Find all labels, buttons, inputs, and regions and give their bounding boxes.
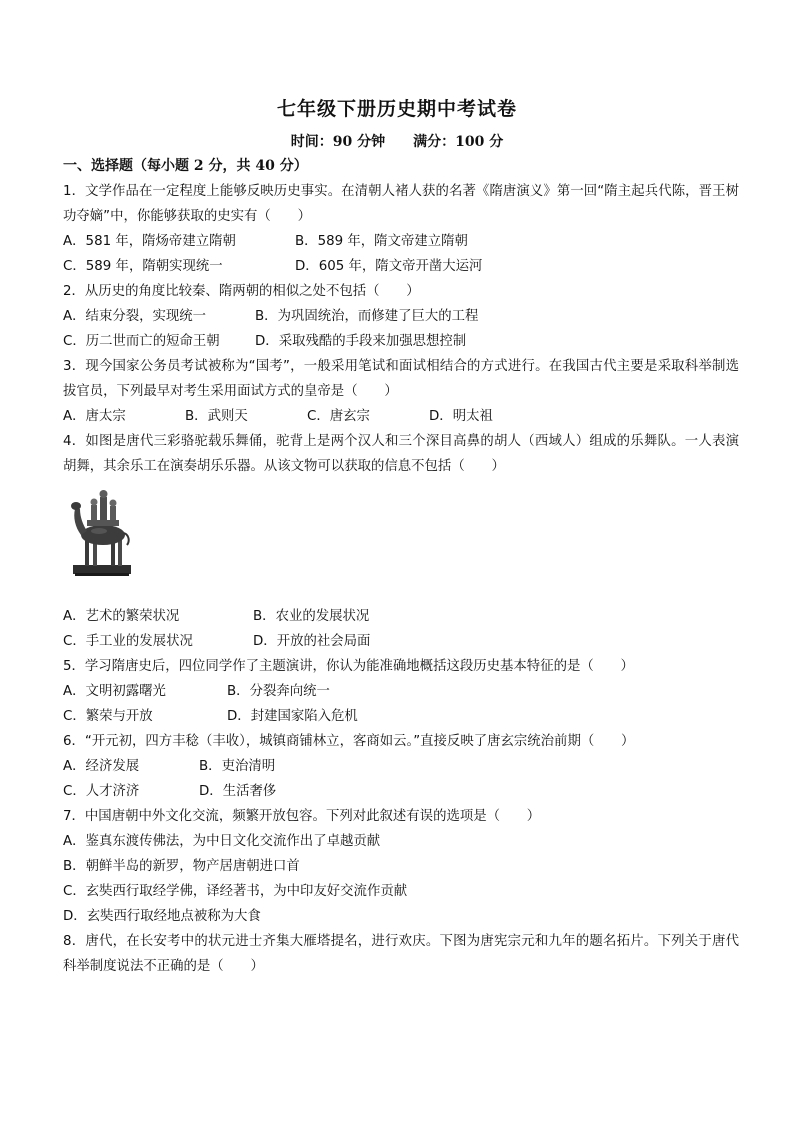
- question-5-option-b[interactable]: B．分裂奔向统一: [227, 684, 330, 699]
- question-1-option-b[interactable]: B．589 年，隋文帝建立隋朝: [295, 234, 468, 249]
- question-1-option-d[interactable]: D．605 年，隋文帝开凿大运河: [295, 259, 483, 274]
- question-2-option-b[interactable]: B．为巩固统治，而修建了巨大的工程: [255, 309, 479, 324]
- question-3-stem: 3．现今国家公务员考试被称为“国考”，一般采用笔试和面试相结合的方式进行。在我国古代主要是采取科举制选拔官员，下列最早对考生采用面试方式的皇帝是（ ）: [63, 359, 739, 399]
- question-6-option-d[interactable]: D．生活奢侈: [199, 784, 277, 799]
- question-4-option-d[interactable]: D．开放的社会局面: [253, 634, 371, 649]
- question-3-option-b[interactable]: B．武则天: [185, 409, 248, 424]
- question-2-option-a[interactable]: A．结束分裂，实现统一: [63, 309, 207, 324]
- question-7-option-a[interactable]: A．鉴真东渡传佛法，为中日文化交流作出了卓越贡献: [63, 834, 381, 849]
- exam-content: [63, 154, 739, 979]
- question-3-options: [63, 404, 739, 429]
- question-7-option-b[interactable]: B．朝鲜半岛的新罗，物产居唐朝进口首: [63, 859, 300, 874]
- exam-title: 七年级下册历史期中考试卷: [276, 98, 517, 120]
- question-5-option-d[interactable]: D．封建国家陷入危机: [227, 709, 358, 724]
- question-2-stem: 2．从历史的角度比较秦、隋两朝的相似之处不包括（ ）: [63, 284, 420, 299]
- question-6-options-row1: [63, 754, 739, 779]
- question-7-option-d[interactable]: D．玄奘西行取经地点被称为大食: [63, 909, 261, 924]
- question-3-option-a[interactable]: A．唐太宗: [63, 409, 126, 424]
- question-2-options-row2: [63, 329, 739, 354]
- question-4-option-b[interactable]: B．农业的发展状况: [253, 609, 370, 624]
- camel-figurine-image: [67, 487, 137, 579]
- question-6-options-row2: [63, 779, 739, 804]
- question-6-stem: 6．“开元初，四方丰稔（丰收），城镇商铺林立，客商如云。”直接反映了唐玄宗统治前期（ ）: [63, 734, 635, 749]
- question-4-stem: 4．如图是唐代三彩骆驼载乐舞俑，驼背上是两个汉人和三个深目高鼻的胡人（西域人）组成的乐舞队。一人表演胡舞，其余乐工在演奏胡乐乐器。从该文物可以获取的信息不包括（ ）: [63, 434, 739, 474]
- question-1-options-row1: [63, 229, 739, 254]
- question-1-option-a[interactable]: A．581 年，隋炀帝建立隋朝: [63, 234, 236, 249]
- question-1-options-row2: [63, 254, 739, 279]
- question-5-options-row2: [63, 704, 739, 729]
- section-title-choice: 一、选择题（每小题 2 分，共 40 分）: [63, 158, 308, 174]
- exam-time: 时间：90 分钟: [290, 134, 386, 150]
- question-5-options-row1: [63, 679, 739, 704]
- question-5-option-c[interactable]: C．繁荣与开放: [63, 709, 153, 724]
- question-3-option-d[interactable]: D．明太祖: [429, 409, 493, 424]
- question-2-option-d[interactable]: D．采取残酷的手段来加强思想控制: [255, 334, 467, 349]
- question-2-options-row1: [63, 304, 739, 329]
- question-4-options-row1: [63, 604, 739, 629]
- exam-score: 满分：100 分: [413, 134, 504, 150]
- question-4-options-row2: [63, 629, 739, 654]
- question-7-option-c[interactable]: C．玄奘西行取经学佛，译经著书，为中印友好交流作贡献: [63, 884, 408, 899]
- question-4-option-c[interactable]: C．手工业的发展状况: [63, 634, 193, 649]
- question-7-stem: 7．中国唐朝中外文化交流，频繁开放包容。下列对此叙述有误的选项是（ ）: [63, 809, 541, 824]
- question-4-figure: [63, 479, 739, 604]
- question-6-option-a[interactable]: A．经济发展: [63, 759, 140, 774]
- question-1-stem: 1．文学作品在一定程度上能够反映历史事实。在清朝人褚人获的名著《隋唐演义》第一回“隋主起兵代陈，晋王树功夺嫡”中，你能够获取的史实有（ ）: [63, 184, 739, 224]
- question-2-option-c[interactable]: C．历二世而亡的短命王朝: [63, 334, 220, 349]
- question-5-option-a[interactable]: A．文明初露曙光: [63, 684, 166, 699]
- question-1-option-c[interactable]: C．589 年，隋朝实现统一: [63, 259, 223, 274]
- question-8-stem: 8．唐代，在长安考中的状元进士齐集大雁塔提名，进行欢庆。下图为唐宪宗元和九年的题名拓片。下列关于唐代科举制度说法不正确的是（ ）: [63, 934, 739, 974]
- exam-subtitle: [0, 131, 794, 151]
- figurine-base: [73, 565, 131, 574]
- question-3-option-c[interactable]: C．唐玄宗: [307, 409, 370, 424]
- question-6-option-b[interactable]: B．吏治清明: [199, 759, 276, 774]
- question-6-option-c[interactable]: C．人才济济: [63, 784, 140, 799]
- question-4-option-a[interactable]: A．艺术的繁荣状况: [63, 609, 180, 624]
- question-5-stem: 5．学习隋唐史后，四位同学作了主题演讲，你认为能准确地概括这段历史基本特征的是（ ）: [63, 659, 634, 674]
